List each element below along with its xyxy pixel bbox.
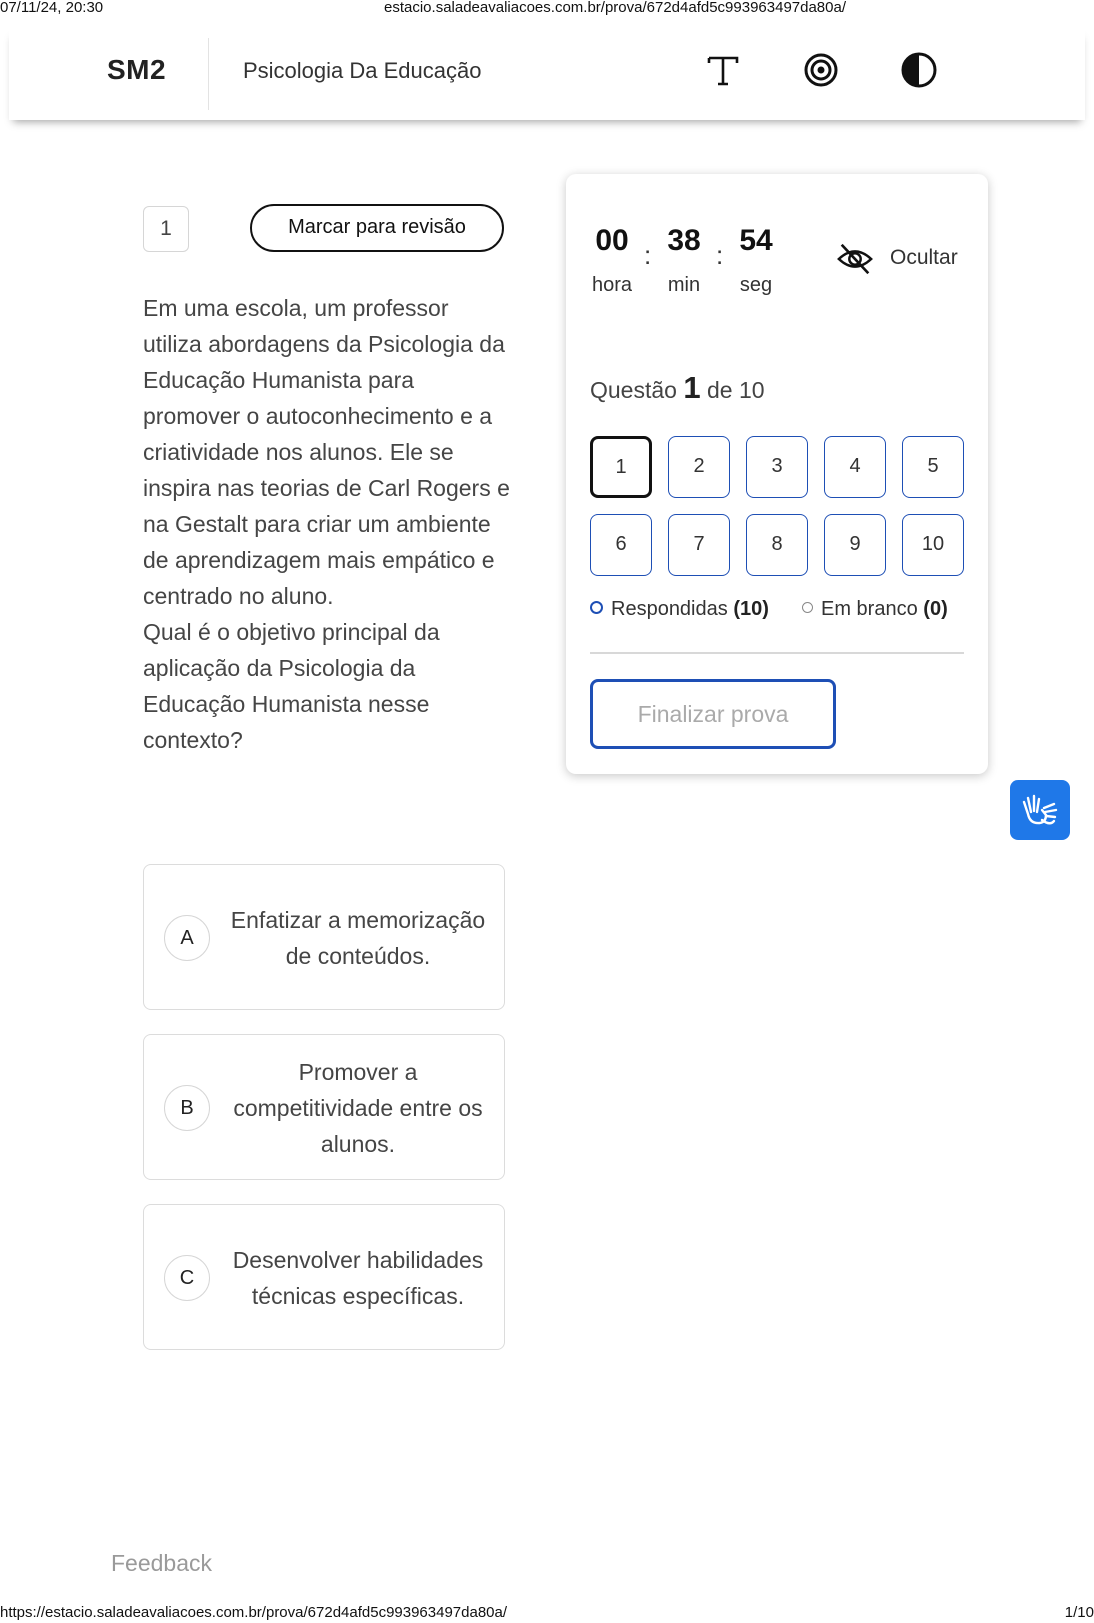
blank-dot-icon: [802, 602, 813, 613]
question-nav-10[interactable]: 10: [902, 514, 964, 576]
logo: SM2: [107, 54, 167, 85]
question-paragraph: Em uma escola, um professor utiliza abordagens da Psicologia da Educação Humanista para promover o autoconhecimento e a criatividade nos alunos. Ele se inspira nas teorias de Carl Rogers e na Gestalt para criar um ambiente de aprendizagem mais empático e centrado no aluno.: [143, 295, 510, 609]
hide-timer-button[interactable]: [836, 238, 976, 280]
question-nav-3[interactable]: 3: [746, 436, 808, 498]
libras-accessibility-button[interactable]: [1010, 780, 1070, 840]
finish-exam-button[interactable]: Finalizar prova: [590, 679, 836, 749]
exam-panel: [566, 174, 988, 774]
print-url: estacio.saladeavaliacoes.com.br/prova/672d4afd5c993963497da80a/: [384, 0, 847, 16]
legend-blank-label: Em branco: [821, 598, 918, 620]
legend-answered: [590, 598, 769, 621]
hide-label: Ocultar: [890, 246, 958, 269]
header-divider: [208, 38, 209, 110]
question-nav-5[interactable]: 5: [902, 436, 964, 498]
question-nav-2[interactable]: 2: [668, 436, 730, 498]
feedback-link[interactable]: Feedback: [111, 1550, 213, 1576]
question-nav-9[interactable]: 9: [824, 514, 886, 576]
option-a[interactable]: [143, 864, 505, 1010]
mark-review-button[interactable]: Marcar para revisão: [250, 204, 504, 252]
option-text: Enfatizar a memorização de conteúdos.: [230, 907, 486, 969]
legend-answered-label: Respondidas: [611, 598, 728, 620]
timer-hours: 00: [595, 224, 629, 257]
print-footer: [0, 1603, 1094, 1623]
option-text: Desenvolver habilidades técnicas específicas.: [232, 1247, 484, 1309]
question-nav-7[interactable]: 7: [668, 514, 730, 576]
option-b[interactable]: [143, 1034, 505, 1180]
legend-blank-count: (0): [923, 598, 948, 620]
option-letter: B: [164, 1085, 210, 1131]
question-counter: [590, 370, 765, 406]
print-date: 07/11/24, 20:30: [0, 0, 104, 16]
option-letter: C: [164, 1255, 210, 1301]
panel-divider: [590, 652, 964, 654]
timer-hours-label: hora: [591, 274, 633, 296]
legend-blank: [802, 598, 948, 621]
question-nav-8[interactable]: 8: [746, 514, 808, 576]
print-header: [0, 0, 1094, 18]
option-letter: A: [164, 915, 210, 961]
print-page-number: 1/10: [1064, 1604, 1094, 1621]
timer-separator: :: [644, 240, 652, 270]
contrast-icon[interactable]: [899, 50, 939, 90]
timer-seconds-label: seg: [739, 274, 773, 296]
focus-target-icon[interactable]: [801, 50, 841, 90]
question-nav-6[interactable]: 6: [590, 514, 652, 576]
question-text: [143, 290, 513, 758]
timer-separator: :: [716, 240, 724, 270]
text-size-icon[interactable]: [703, 50, 743, 90]
print-footer-url: https://estacio.saladeavaliacoes.com.br/prova/672d4afd5c993963497da80a/: [0, 1604, 508, 1621]
question-counter-suffix: de 10: [706, 377, 765, 403]
timer-minutes: 38: [667, 224, 701, 257]
course-title: Psicologia Da Educação: [243, 58, 482, 83]
answered-dot-icon: [590, 601, 603, 614]
question-nav-4[interactable]: 4: [824, 436, 886, 498]
app-header: [9, 28, 1085, 120]
option-text: Promover a competitividade entre os alunos.: [233, 1059, 483, 1157]
question-prompt: Qual é o objetivo principal da aplicação da Psicologia da Educação Humanista nesse contexto?: [143, 619, 440, 753]
question-counter-current: 1: [683, 370, 701, 405]
eye-off-icon: [836, 240, 874, 278]
question-number: 1: [143, 206, 189, 252]
option-c[interactable]: [143, 1204, 505, 1350]
question-counter-prefix: Questão: [590, 377, 677, 403]
timer-seconds: 54: [739, 224, 773, 257]
sign-language-hands-icon: [1020, 790, 1060, 830]
question-nav-1[interactable]: 1: [590, 436, 652, 498]
legend-answered-count: (10): [733, 598, 769, 620]
timer-minutes-label: min: [667, 274, 701, 296]
